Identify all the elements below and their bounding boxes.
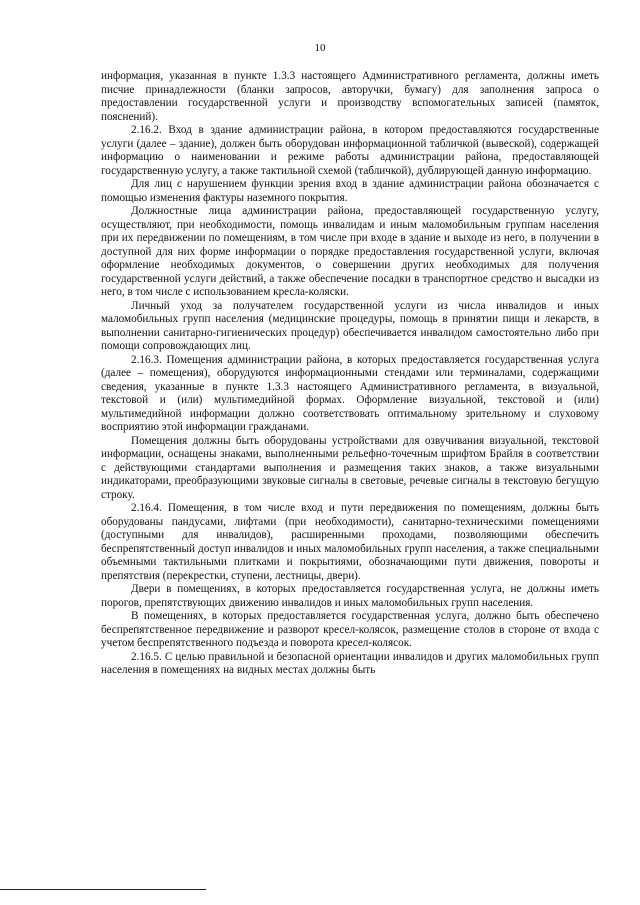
document-body [101, 70, 599, 678]
paragraph: Должностные лица администрации района, предоставляющей государственную услугу, осуществляют, при необходимости, помощь инвалидам и иным маломобильным группам населения при их передвижении по помещениям, в том числе при входе в здание и выходе из него, в получении в доступной для них форме информации о порядке предоставления государственной услуги, включая оформление необходимых документов, о совершении других необходимых для получения государственной услуги действий, а также обеспечение посадки в транспортное средство и высадки из него, в том числе с использованием кресла-коляски. [101, 205, 599, 298]
paragraph: 2.16.2. Вход в здание администрации района, в котором предоставляются государственные услуги (далее – здание), должен быть оборудован информационной табличкой (вывеской), содержащей информацию о наименовании и режиме работы администрации района, предоставляющей государственную услугу, а также тактильной схемой (табличкой), дублирующей данную информацию. [101, 124, 599, 177]
paragraph: 2.16.4. Помещения, в том числе вход и пути передвижения по помещениям, должны быть оборудованы пандусами, лифтами (при необходимости), санитарно-техническими помещениями (доступными для инвалидов), расширенными проходами, позволяющими обеспечить беспрепятственный доступ инвалидов и иных маломобильных групп населения, а также специальными объемными тактильными плитками и покрытиями, обозначающими пути движения, повороты и препятствия (перекрестки, ступени, лестницы, двери). [101, 502, 599, 582]
paragraph: Двери в помещениях, в которых предоставляется государственная услуга, не должны иметь порогов, препятствующих движению инвалидов и иных маломобильных групп населения. [101, 583, 599, 609]
paragraph: 2.16.5. С целью правильной и безопасной ориентации инвалидов и других маломобильных групп населения в помещениях на видных местах должны быть [101, 650, 599, 676]
paragraph: Личный уход за получателем государственной услуги из числа инвалидов и иных маломобильных групп населения (медицинские процедуры, помощь в принятии пищи и лекарств, в выполнении санитарно-гигиенических процедур) обеспечивается инвалидом самостоятельно либо при помощи сопровождающих лиц. [101, 299, 599, 352]
paragraph: В помещениях, в которых предоставляется государственная услуга, должно быть обеспечено беспрепятственное передвижение и разворот кресел-колясок, размещение столов в стороне от входа с учетом беспрепятственного подъезда и поворота кресел-колясок. [101, 610, 599, 649]
footer-rule [0, 889, 206, 890]
paragraph: Для лиц с нарушением функции зрения вход в здание администрации района обозначается с помощью изменения фактуры наземного покрытия. [101, 178, 599, 204]
paragraph: Помещения должны быть оборудованы устройствами для озвучивания визуальной, текстовой информации, оснащены знаками, выполненными рельефно-точечным шрифтом Брайля в соответствии с действующими стандартами выполнения и размещения таких знаков, а также визуальными индикаторами, преобразующими звуковые сигналы в световые, речевые сигналы в текстовую бегущую строку. [101, 434, 599, 501]
paragraph: информация, указанная в пункте 1.3.3 настоящего Административного регламента, должны иметь писчие принадлежности (бланки запросов, авторучки, бумагу) для заполнения запроса о предоставлении государственной услуги и производству вспомогательных записей (памяток, пояснений). [101, 70, 599, 123]
paragraph: 2.16.3. Помещения администрации района, в которых предоставляется государственная услуга (далее – помещения), оборудуются информационными стендами или терминалами, содержащими сведения, указанные в пункте 1.3.3 настоящего Административного регламента, в визуальной, текстовой и (или) мультимедийной формах. Оформление визуальной, текстовой и (или) мультимедийной информации должно соответствовать оптимальному зрительному и слуховому восприятию этой информации гражданами. [101, 353, 599, 433]
page-number: 10 [314, 42, 326, 54]
